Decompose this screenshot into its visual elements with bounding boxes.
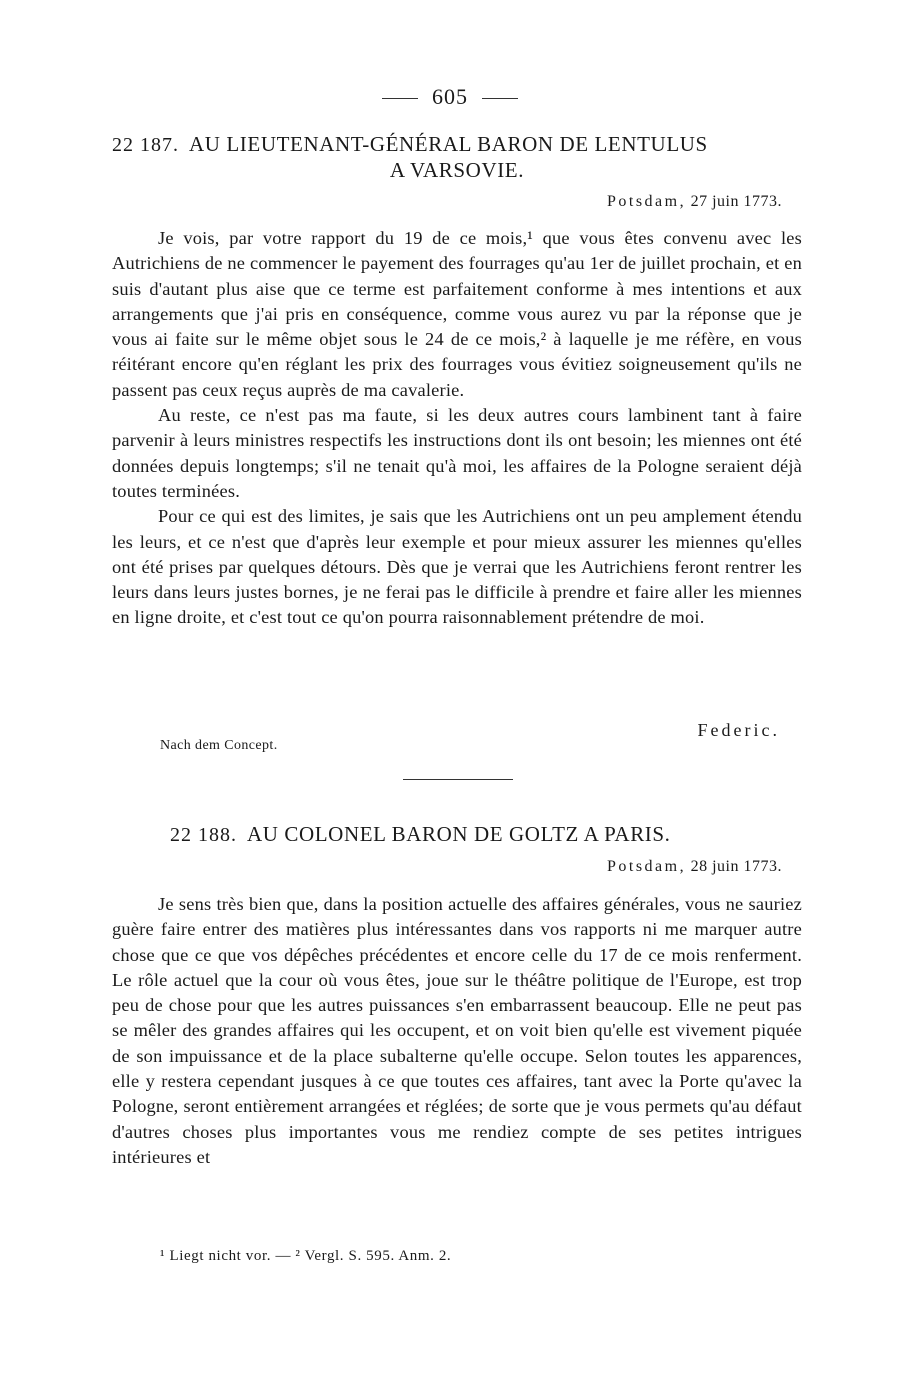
letter-heading-22188	[170, 822, 810, 848]
section-separator	[403, 779, 513, 780]
page-number-text: 605	[432, 84, 468, 109]
letter-number: 22 187.	[112, 134, 179, 156]
page-number	[0, 84, 900, 110]
letter-addressee: AU COLONEL BARON DE GOLTZ A PARIS.	[247, 822, 671, 846]
signature: Federic.	[697, 720, 780, 740]
letter-paragraph: Je sens très bien que, dans la position actuelle des affaires générales, vous ne sauriez guère faire entrer des matières plus intéressantes dans vos rapports ni me marquer autre chose que ce que vos dépêches précédentes et encore celle du 17 de ce mois renferment. Le rôle actuel que la cour où vous êtes, joue sur le théâtre politique de l'Europe, est trop peu de chose pour que les autres puissances s'en embarrassent beaucoup. Elle ne peut pas se mêler des grandes affaires qui les occupent, et on voit bien qu'elle est vivement piquée de son impuissance et de la place subalterne qu'elle occupe. Selon toutes les apparences, elle y restera cependant jusques à ce que toutes ces affaires, tant avec la Porte qu'avec la Pologne, seront entièrement arrangées et réglées; de sorte que je vous permets qu'au défaut d'autres choses plus importantes vous me rendiez compte de ses petites intrigues intérieures et	[112, 894, 802, 1167]
letter-addressee-location: A VARSOVIE.	[389, 158, 525, 182]
letter-paragraph: Pour ce qui est des limites, je sais que les Autrichiens ont un peu amplement étendu les leurs, et ce n'est que d'après leur exemple et pour mieux assurer les miennes qu'elles ont été prises par quelques détours. Dès que je verrai que les Autrichiens feront rentrer les leurs dans leurs justes bornes, je ne ferai pas le difficile à prendre et faire aller les miennes en ligne droite, et c'est tout ce qu'on pourra raisonnablement prétendre de moi.	[112, 506, 802, 628]
letter-number: 22 188.	[170, 824, 237, 846]
source-note: Nach dem Concept.	[160, 738, 278, 753]
page-number-rule-left	[382, 98, 418, 99]
letter-place: Potsdam,	[606, 193, 687, 210]
letter-dateline	[607, 858, 782, 876]
letter-body-22188	[112, 892, 802, 1170]
page-number-rule-right	[482, 98, 518, 99]
letter-date: 28 juin 1773.	[690, 858, 782, 875]
letter-dateline	[607, 193, 782, 211]
footnotes: ¹ Liegt nicht vor. — ² Vergl. S. 595. Anm. 2.	[160, 1248, 452, 1264]
letter-paragraph: Je vois, par votre rapport du 19 de ce mois,¹ que vous êtes convenu avec les Autrichiens de ne commencer le payement des fourrages qu'au 1er de juillet prochain, et en suis d'autant plus aise que ce terme est parfaitement conforme à mes intentions et aux arrangements que j'ai pris en conséquence, comme vous aurez vu par la réponse que je vous ai faite sur le même objet sous le 24 de ce mois,² à laquelle je me réfère, en vous réitérant encore qu'en réglant les prix des fourrages vous évitiez soigneusement qu'ils ne passent pas ceux reçus auprès de ma cavalerie.	[112, 228, 802, 400]
letter-body-22187	[112, 226, 802, 631]
letter-heading-22187	[112, 132, 802, 183]
letter-paragraph: Au reste, ce n'est pas ma faute, si les deux autres cours lambinent tant à faire parvenir à leurs ministres respectifs les instructions dont ils ont besoin; les miennes ont été données depuis longtemps; s'il ne tenait qu'à moi, les affaires de la Pologne seraient déjà toutes terminées.	[112, 405, 802, 501]
letter-addressee: AU LIEUTENANT-GÉNÉRAL BARON DE LENTULUS	[189, 132, 708, 156]
letter-place: Potsdam,	[606, 858, 687, 875]
letter-date: 27 juin 1773.	[690, 193, 782, 210]
